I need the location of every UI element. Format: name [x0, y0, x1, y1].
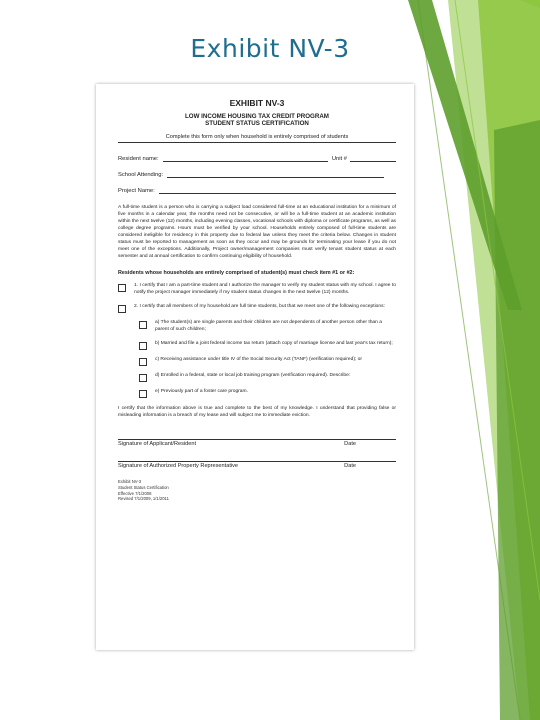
footer-line-2: Student Status Certification: [118, 485, 169, 491]
project-field: [118, 187, 396, 194]
rep-date-label: Date: [344, 463, 356, 470]
exception-c: [139, 357, 396, 366]
checkbox-exception-b: [139, 342, 147, 350]
resident-signature-label: Signature of Applicant/Resident: [118, 441, 197, 448]
option-1-text: 1. I certify that I am a part-time student and I authorize the manager to verify my student status with my school. I agree to notify the project manager immediately if my student status changes in the next twelve (12) months.: [134, 282, 396, 295]
form-title: STUDENT STATUS CERTIFICATION: [205, 120, 309, 128]
exception-b: [139, 341, 396, 350]
footer-line-1: Exhibit NV-3: [118, 479, 142, 485]
project-label: Project Name:: [118, 188, 155, 195]
definition-paragraph: A full-time student is a person who is carrying a subject load considered full-time at an educational institution for a minimum of five months in a calendar year, the months need not be consecutive, or will be a full-time student at an academic institution within the next twelve (12) months, including evening classes, vocational schools with diploma or certificate programs, as well as college degree programs. Hours must be verified by your school. Households entirely composed of full-time students are considered ineligible for residency in this property due to federal law unless they meet the criteria below. Changes in student status must be reported to management as soon as they occur and may be grounds for terminating your lease if you do not meet one of the exceptions. Additionally, Project owner/management companies must verify tenant student status at each semester and at annual certification to confirm continuing eligibility of household.: [118, 205, 396, 259]
footer-line-3: Effective 7/1/2008: [118, 490, 152, 496]
exception-d: [139, 373, 396, 382]
checkbox-option-1: [118, 284, 126, 292]
checkbox-exception-a: [139, 321, 147, 329]
exception-e: [139, 389, 396, 398]
instruction-text: Complete this form only when household is entirely comprised of students: [165, 134, 349, 141]
resident-signature-line: [118, 439, 396, 447]
divider: [118, 142, 396, 143]
rep-signature-label: Signature of Authorized Property Representative: [118, 463, 239, 470]
unit-line: [350, 155, 396, 162]
project-line: [159, 187, 396, 194]
certification-paragraph: I certify that the information above is true and complete to the best of my knowledge. I understand that providing false or misleading information is a breach of my lease and will subject me to immediate eviction.: [118, 405, 396, 418]
resident-date-label: Date: [344, 441, 356, 448]
school-line: [167, 171, 384, 178]
slide-title: Exhibit NV-3: [190, 34, 350, 63]
exception-d-text: d) Enrolled in a federal, state or local job training program (verification required). Describe:: [155, 372, 351, 378]
document-page: [96, 84, 414, 650]
unit-label: Unit #: [331, 156, 347, 163]
checkbox-exception-e: [139, 390, 147, 398]
resident-name-field: [118, 155, 396, 162]
option-2: [118, 304, 396, 313]
school-field: [118, 171, 396, 178]
checkbox-exception-d: [139, 374, 147, 382]
exception-a-text: a) The student(s) are single parents and their children are not dependents of another person other than a parent of such children;: [155, 319, 382, 332]
document-footer: [118, 479, 396, 502]
checkbox-option-2: [118, 305, 126, 313]
exception-c-text: c) Receiving assistance under title IV of the Social Security Act (TANF) (verification required); or: [155, 356, 363, 362]
exception-b-text: b) Married and file a joint federal income tax return (attach copy of marriage license and last year's tax return);: [155, 340, 393, 346]
resident-name-label: Resident name:: [118, 156, 159, 163]
exception-e-text: e) Previously part of a foster care program.: [155, 388, 248, 394]
option-1: [118, 283, 396, 297]
resident-name-line: [163, 155, 328, 162]
option-2-text: 2. I certify that all members of my household are full time students, but that we meet one of the following exceptions:: [134, 303, 385, 309]
footer-line-4: Revised 7/1/2009, 1/1/2011: [118, 496, 169, 502]
exhibit-label: EXHIBIT NV-3: [229, 98, 285, 108]
section-heading: Residents whose households are entirely comprised of student(s) must check item #1 or #2:: [118, 269, 355, 276]
program-name: LOW INCOME HOUSING TAX CREDIT PROGRAM: [185, 112, 329, 120]
exception-a: [139, 320, 396, 334]
checkbox-exception-c: [139, 358, 147, 366]
rep-signature-line: [118, 461, 396, 469]
school-label: School Attending:: [118, 172, 164, 179]
document-header: [118, 98, 396, 128]
